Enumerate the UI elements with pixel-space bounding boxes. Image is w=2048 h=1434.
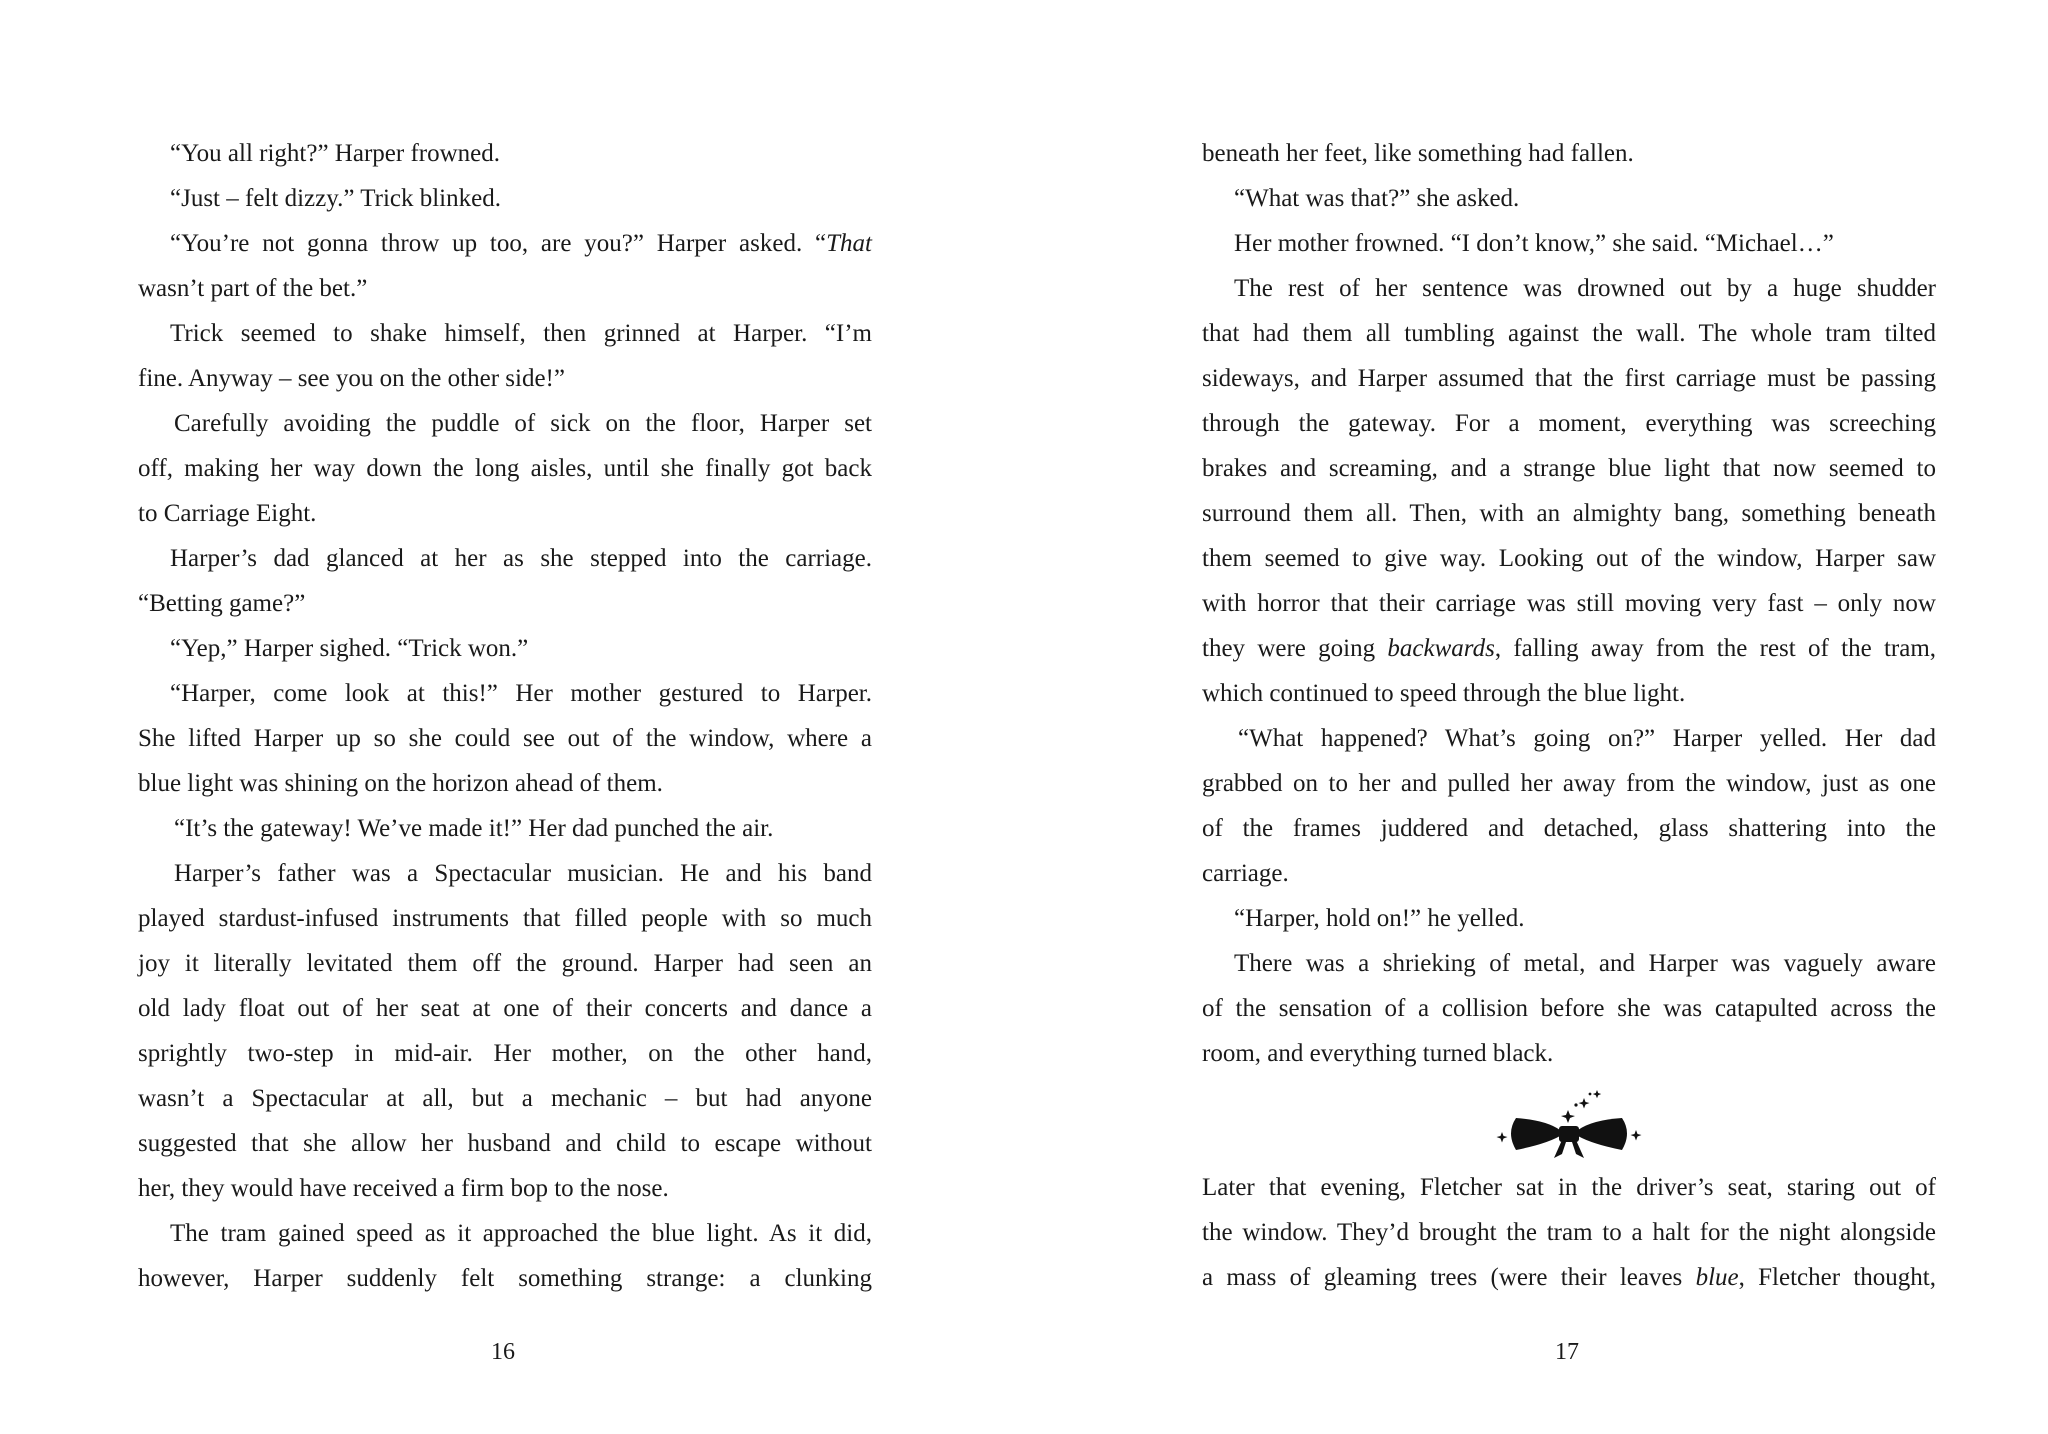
text-line: the window. They’d brought the tram to a halt for the night alongside [1202, 1219, 1936, 1246]
text-line: “Betting game?” [138, 590, 306, 617]
text-line: Later that evening, Fletcher sat in the driver’s seat, staring out of [1202, 1174, 1936, 1201]
page-number-left: 16 [491, 1339, 515, 1365]
text-line: “Harper, hold on!” he yelled. [1234, 905, 1525, 932]
text-line: however, Harper suddenly felt something strange: a clunking [138, 1265, 872, 1292]
text-line: old lady float out of her seat at one of their concerts and dance a [138, 995, 872, 1022]
text-line: The tram gained speed as it approached the blue light. As it did, [170, 1220, 872, 1247]
text-line: Trick seemed to shake himself, then grinned at Harper. “I’m [170, 320, 872, 347]
text-line: a mass of gleaming trees (were their leaves blue, Fletcher thought, [1202, 1264, 1936, 1291]
text-line: “Yep,” Harper sighed. “Trick won.” [170, 635, 529, 662]
text-line: Carefully avoiding the puddle of sick on the floor, Harper set [174, 410, 872, 437]
text-line: Her mother frowned. “I don’t know,” she said. “Michael…” [1234, 230, 1834, 257]
text-line: of the sensation of a collision before she was catapulted across the [1202, 995, 1936, 1022]
text-line: “Harper, come look at this!” Her mother gestured to Harper. [170, 680, 872, 707]
text-line: wasn’t part of the bet.” [138, 275, 368, 302]
text-line: with horror that their carriage was still moving very fast – only now [1202, 590, 1936, 617]
text-line: surround them all. Then, with an almighty bang, something beneath [1202, 500, 1936, 527]
text-line: fine. Anyway – see you on the other side!” [138, 365, 565, 392]
text-line: grabbed on to her and pulled her away from the window, just as one [1202, 770, 1936, 797]
text-line: played stardust-infused instruments that filled people with so much [138, 905, 872, 932]
text-line: her, they would have received a firm bop to the nose. [138, 1175, 669, 1202]
text-line: “You’re not gonna throw up too, are you?” Harper asked. “That [170, 230, 872, 257]
text-line: that had them all tumbling against the wall. The whole tram tilted [1202, 320, 1936, 347]
text-line: The rest of her sentence was drowned out by a huge shudder [1234, 275, 1936, 302]
text-line: which continued to speed through the blue light. [1202, 680, 1686, 707]
text-line: them seemed to give way. Looking out of the window, Harper saw [1202, 545, 1936, 572]
text-line: She lifted Harper up so she could see out of the window, where a [138, 725, 872, 752]
text-line: suggested that she allow her husband and child to escape without [138, 1130, 872, 1157]
text-line: wasn’t a Spectacular at all, but a mechanic – but had anyone [138, 1085, 872, 1112]
text-line: “It’s the gateway! We’ve made it!” Her dad punched the air. [174, 815, 774, 842]
page-number-right: 17 [1555, 1339, 1579, 1365]
text-line: to Carriage Eight. [138, 500, 317, 527]
text-line: sideways, and Harper assumed that the first carriage must be passing [1202, 365, 1936, 392]
bow-tie-stars-icon [1496, 1088, 1642, 1164]
text-line: “Just – felt dizzy.” Trick blinked. [170, 185, 501, 212]
text-line: room, and everything turned black. [1202, 1040, 1554, 1067]
text-line: “You all right?” Harper frowned. [170, 140, 500, 167]
text-line: Harper’s father was a Spectacular musician. He and his band [174, 860, 872, 887]
text-line: “What happened? What’s going on?” Harper yelled. Her dad [1238, 725, 1936, 752]
text-line: sprightly two-step in mid-air. Her mother, on the other hand, [138, 1040, 872, 1067]
text-line: joy it literally levitated them off the ground. Harper had seen an [138, 950, 872, 977]
right-page-text [1202, 131, 1936, 1300]
right-page [1202, 131, 1936, 1301]
left-page-text [138, 131, 872, 1301]
text-line: beneath her feet, like something had fallen. [1202, 140, 1634, 167]
text-line: Harper’s dad glanced at her as she stepped into the carriage. [170, 545, 872, 572]
text-line: through the gateway. For a moment, everything was screeching [1202, 410, 1936, 437]
text-line: There was a shrieking of metal, and Harper was vaguely aware [1234, 950, 1936, 977]
text-line: off, making her way down the long aisles, until she finally got back [138, 455, 872, 482]
text-line: “What was that?” she asked. [1234, 185, 1520, 212]
text-line: carriage. [1202, 860, 1289, 887]
text-line: blue light was shining on the horizon ahead of them. [138, 770, 663, 797]
left-page [138, 131, 872, 1301]
text-line: brakes and screaming, and a strange blue light that now seemed to [1202, 455, 1936, 482]
section-break [1202, 1076, 1936, 1165]
text-line: they were going backwards, falling away from the rest of the tram, [1202, 635, 1937, 662]
text-line: of the frames juddered and detached, glass shattering into the [1202, 815, 1936, 842]
